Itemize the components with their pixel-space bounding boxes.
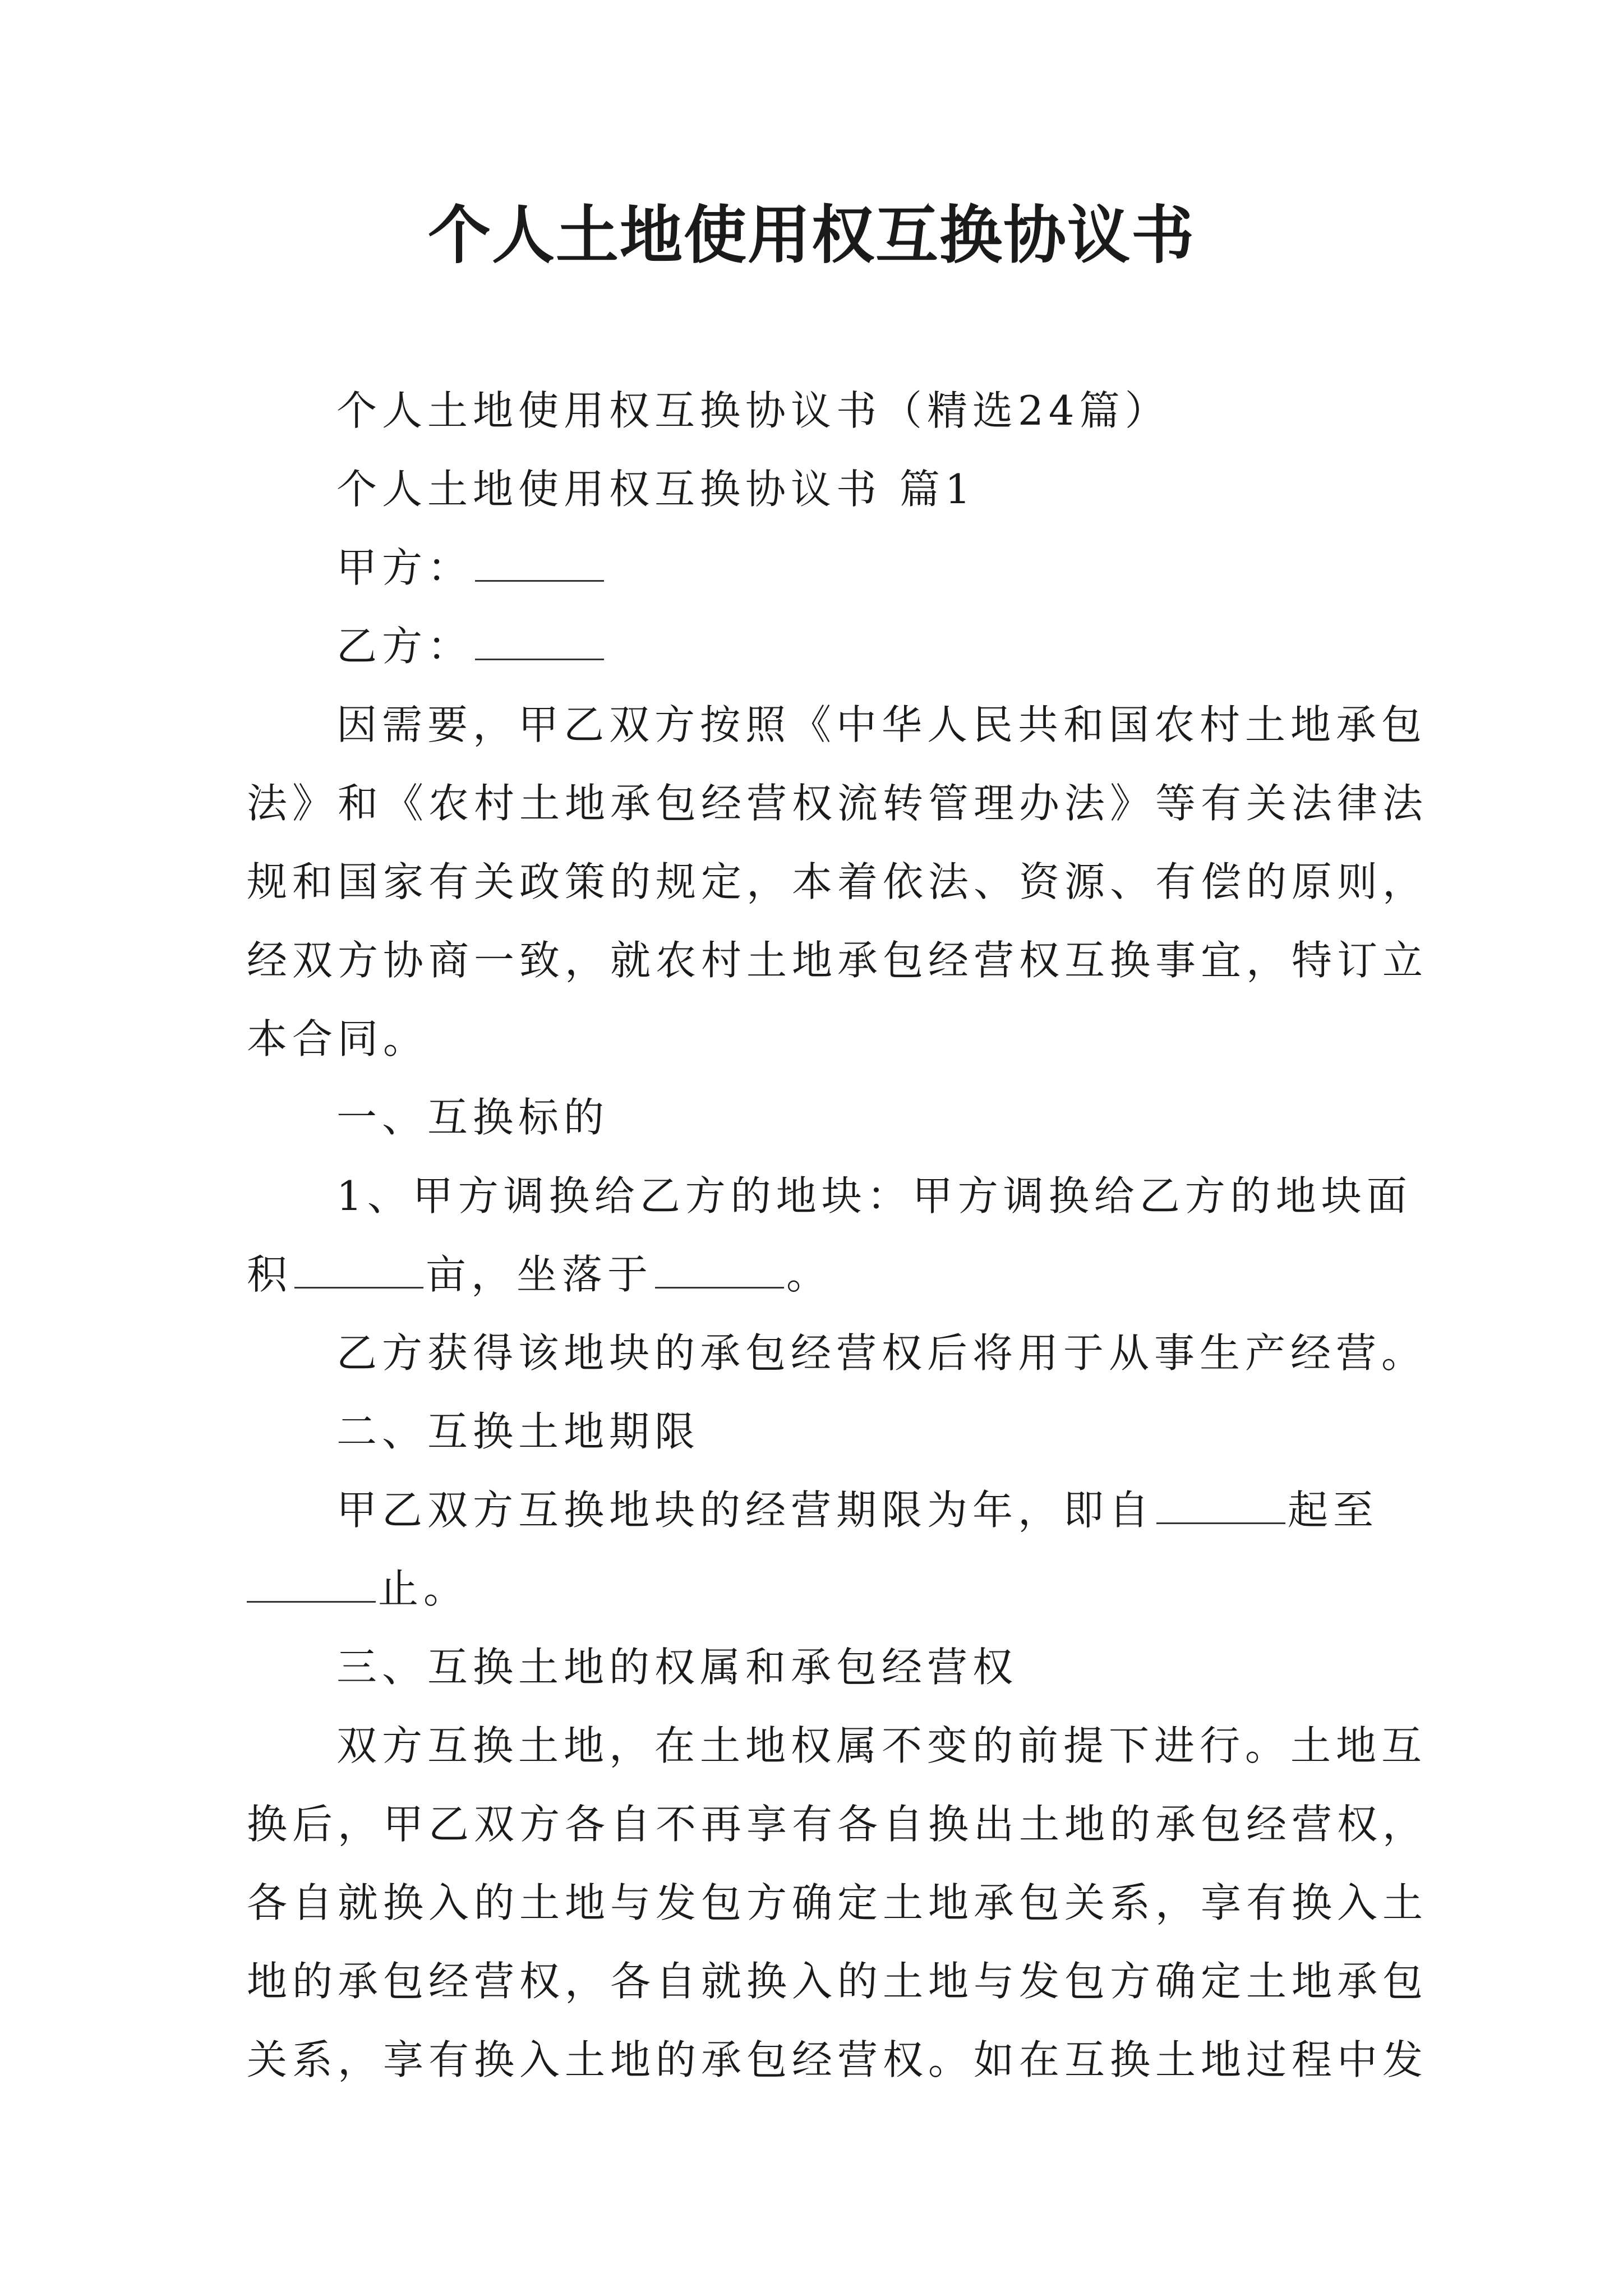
clause1-item1-line (247, 1246, 1402, 1303)
party-b-line (336, 618, 1402, 674)
clause1-item1-text: 积 (247, 1251, 293, 1298)
section-heading: 个人土地使用权互换协议书 篇1 (336, 466, 976, 513)
start-date-blank (1156, 1484, 1285, 1524)
clause3-paragraph-line: 双方互换土地，在土地权属不变的前提下进行。土地互 (336, 1722, 1427, 1769)
party-a-label: 甲方： (336, 544, 473, 591)
clause3-paragraph-line: 换后，甲乙双方各自不再享有各自换出土地的承包经营权， (247, 1801, 1428, 1848)
party-a-line (336, 540, 1402, 596)
clause2-heading: 二、互换土地期限 (336, 1408, 700, 1455)
area-blank (294, 1249, 423, 1289)
document-title: 个人土地使用权互换协议书 (428, 199, 1195, 272)
party-b-blank (475, 620, 604, 660)
intro-paragraph-line: 因需要，甲乙双方按照《中华人民共和国农村土地承包 (336, 701, 1427, 748)
clause3-paragraph-line: 地的承包经营权，各自就换入的土地与发包方确定土地承包 (247, 1958, 1428, 2005)
intro-paragraph-line: 本合同。 (247, 1015, 429, 1062)
clause3-heading: 三、互换土地的权属和承包经营权 (336, 1644, 1018, 1691)
clause3-paragraph-line: 各自就换入的土地与发包方确定土地承包关系，享有换入土 (247, 1879, 1428, 1926)
party-b-label: 乙方： (336, 623, 473, 670)
clause2-line (247, 1561, 1402, 1617)
location-blank (655, 1249, 784, 1289)
clause1-item2: 乙方获得该地块的承包经营权后将用于从事生产经营。 (336, 1329, 1427, 1377)
clause1-item1-text: 亩，坐落于 (426, 1251, 653, 1298)
clause1-item1-text: 。 (786, 1251, 832, 1298)
document-subtitle: 个人土地使用权互换协议书（精选24篇） (336, 387, 1170, 434)
party-a-blank (475, 542, 604, 582)
clause2-text: 甲乙双方互换地块的经营期限为年，即自 (336, 1487, 1155, 1534)
intro-paragraph-line: 经双方协商一致，就农村土地承包经营权互换事宜，特订立 (247, 937, 1428, 984)
clause2-text: 止。 (378, 1565, 469, 1612)
clause1-item1-line: 1、甲方调换给乙方的地块：甲方调换给乙方的地块面 (336, 1172, 1412, 1220)
clause2-text: 起至 (1288, 1487, 1379, 1534)
end-date-blank (247, 1563, 376, 1603)
clause3-paragraph-line: 关系，享有换入土地的承包经营权。如在互换土地过程中发 (247, 2036, 1428, 2083)
intro-paragraph-line: 法》和《农村土地承包经营权流转管理办法》等有关法律法 (247, 780, 1428, 827)
clause1-heading: 一、互换标的 (336, 1094, 610, 1141)
clause2-line (336, 1482, 1402, 1538)
intro-paragraph-line: 规和国家有关政策的规定，本着依法、资源、有偿的原则， (247, 858, 1428, 905)
